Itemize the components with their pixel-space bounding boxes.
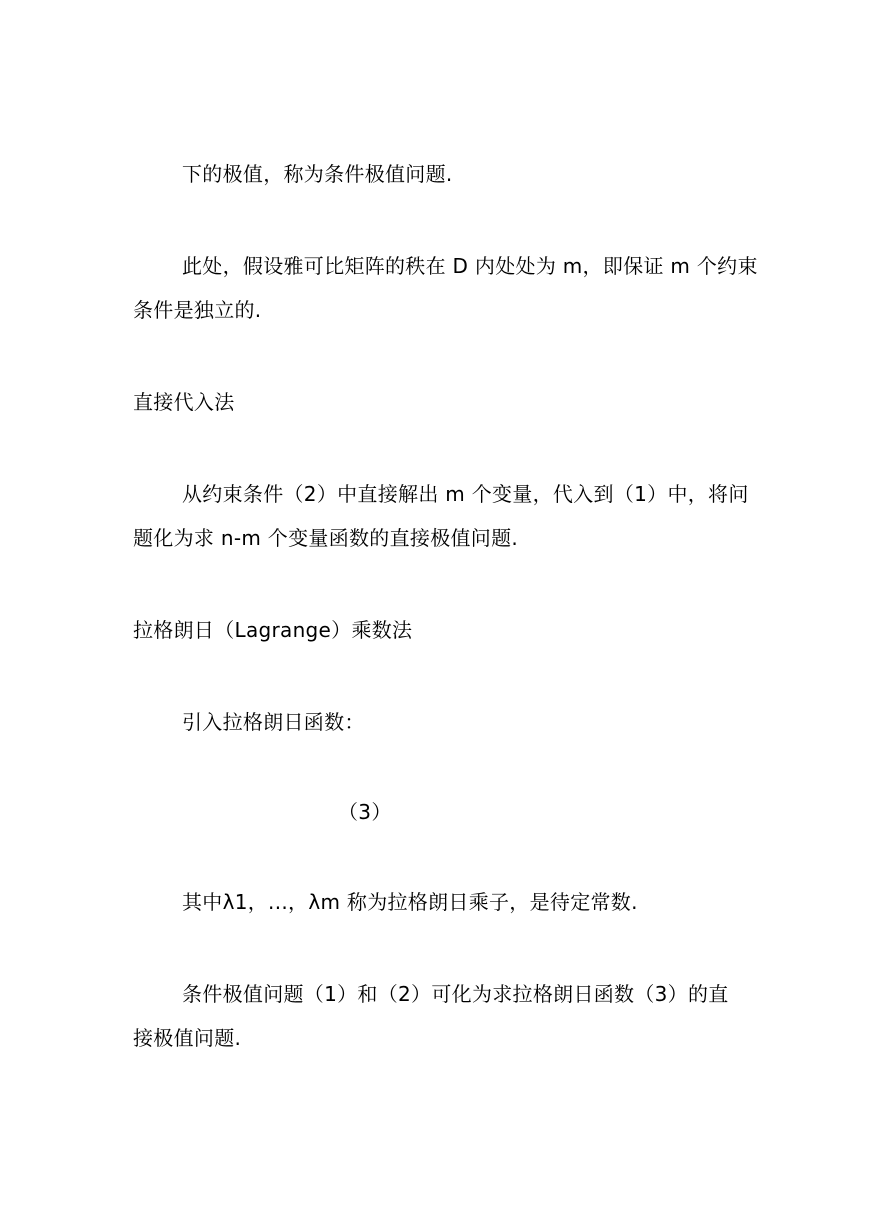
paragraph-line: 下的极值，称为条件极值问题. [182,162,453,186]
paragraph-line: 从约束条件（2）中直接解出 m 个变量，代入到（1）中，将问 [182,482,749,506]
paragraph-line: 接极值问题. [133,1026,242,1050]
equation-number: （3） [338,800,392,824]
section-heading: 拉格朗日（Lagrange）乘数法 [133,618,413,642]
section-heading: 直接代入法 [133,390,235,414]
paragraph-line: 此处，假设雅可比矩阵的秩在 D 内处处为 m，即保证 m 个约束 [182,254,758,278]
paragraph-line: 其中λ1，...，λm 称为拉格朗日乘子，是待定常数. [182,890,638,914]
paragraph-line: 题化为求 n-m 个变量函数的直接极值问题. [133,526,519,550]
paragraph-line: 条件是独立的. [133,298,262,322]
paragraph-line: 条件极值问题（1）和（2）可化为求拉格朗日函数（3）的直 [182,982,729,1006]
paragraph-line: 引入拉格朗日函数： [182,710,365,734]
